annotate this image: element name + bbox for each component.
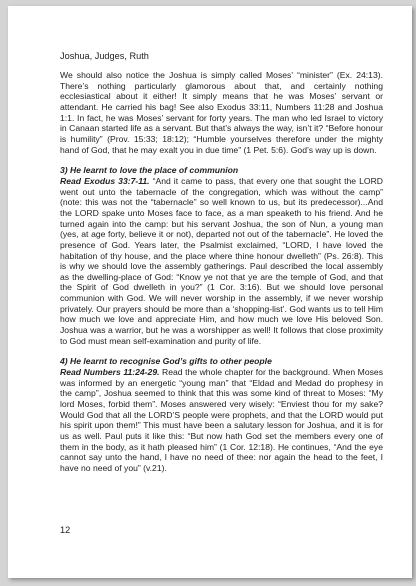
running-header: Joshua, Judges, Ruth xyxy=(60,51,149,61)
section-4-heading: 4) He learnt to recognise God’s gifts to other people xyxy=(60,356,272,367)
section-3-text: “And it came to pass, that every one that sought the LORD went out unto the tabernacle of the congregation, which was without the camp” (note: this was not the “tabernacle” so well known to us, but its predecessor)...And the LORD spake unto Moses face to face, as a man speaketh to his friend. And he turned again into the camp: but his servant Joshua, the son of Nun, a young man (yes, at age forty, believe it or not), departed not out of the tabernacle”. He loved the presence of God. Years later, the Psalmist exclaimed, “LORD, I have loved the habitation of thy house, and the place where thine honour dwelleth” (Ps. 26:8). This is why we should love the assembly gatherings. Paul described the local assembly as the dwelling-place of God: “Know ye not that ye are the temple of God, and that the Spirit of God dwelleth in you?” (1 Cor. 3:16). But we should love personal communion with God. We will never worship in the assembly, if we never worship privately. Our prayers should be more than a ‘shopping-list’. God wants us to tell Him how much we love and appreciate Him, and how much we love His beloved Son. Joshua was a warrior, but he was a worshipper as well! It follows that close proximity to God must mean self-examination and purity of life. xyxy=(60,175,384,346)
section-3-paragraph xyxy=(60,176,383,347)
section-4-scripture-ref: Read Numbers 11:24-29. xyxy=(60,367,160,378)
page-body xyxy=(60,70,383,474)
paragraph-gap xyxy=(60,346,383,356)
book-page xyxy=(8,6,412,578)
intro-paragraph: We should also notice the Joshua is simply called Moses' “minister” (Ex. 24:13). There’s nothing particularly glamorous about that, and certainly nothing ecclesiastical about it either! It simply means that he was Moses’ servant or attendant. He carried his bag! See also Exodus 33:11, Numbers 11:28 and Joshua 1:1. In fact, he was Moses’ servant for forty years. The man who led Israel to victory in Canaan started life as a servant. But that’s always the way, isn’t it? “Before honour is humility” (Prov. 15:33; 18:12); “Humble yourselves therefore under the mighty hand of God, that he may exalt you in due time” (1 Pet. 5:6). God’s way up is down. xyxy=(60,70,383,155)
section-4-text: Read the whole chapter for the background. When Moses was informed by an energetic “young man” that “Eldad and Medad do prophesy in the camp”, Joshua seemed to think that this was some kind of threat to Moses: “My lord Moses, forbid them”. Moses answered very wisely: “Enviest thou for my sake? Would God that all the LORD’S people were prophets, and that the LORD would put his spirit upon them!” This must have been a salutary lesson for Joshua, and it is for us as well. Paul puts it like this: “But now hath God set the members every one of them in the body, as it hath pleased him” (1 Cor. 12:18). He continues, “And the eye cannot say unto the hand, I have no need of thee: nor again the head to the feet, I have no need of you” (v.21). xyxy=(60,367,383,473)
section-3-scripture-ref: Read Exodus 33:7-11. xyxy=(60,175,150,186)
section-4-paragraph xyxy=(60,367,383,474)
paragraph-gap xyxy=(60,155,383,165)
page-number: 12 xyxy=(60,525,71,535)
section-3-heading: 3) He learnt to love the place of communion xyxy=(60,165,239,176)
